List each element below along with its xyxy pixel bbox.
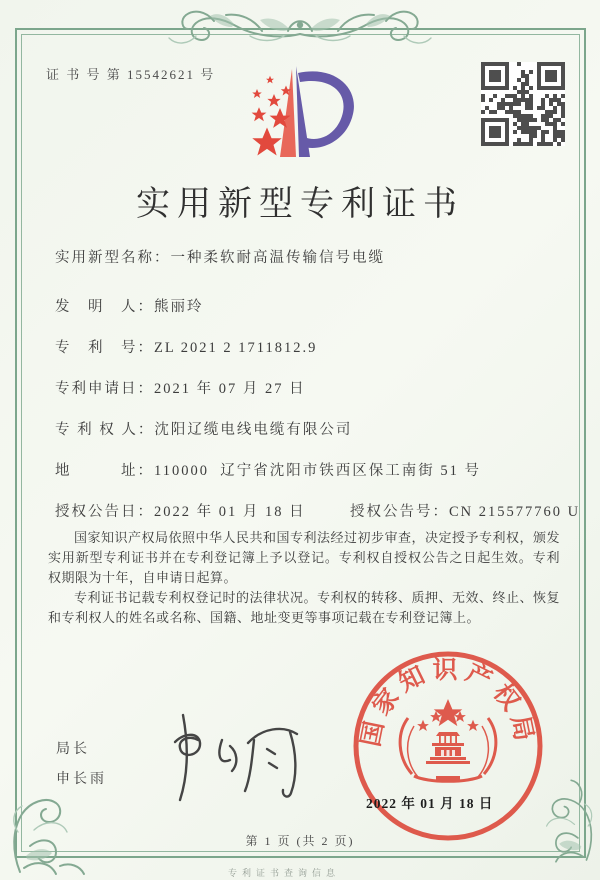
certificate-title: 实用新型专利证书 <box>136 186 464 223</box>
field-row-filing-date <box>55 379 564 399</box>
signer-title: 局长 <box>56 742 90 757</box>
national-emblem <box>400 699 496 781</box>
legal-text <box>48 528 560 628</box>
field-label: 专 利 号： <box>55 340 154 356</box>
field-list <box>55 248 581 522</box>
field-label: 专 利 权 人： <box>55 422 155 438</box>
field-value: 一种柔软耐高温传输信号电缆 <box>170 250 385 266</box>
certificate-number: 证 书 号 第 15542621 号 <box>46 67 216 82</box>
field-row-inventor <box>55 297 564 317</box>
field-label: 实用新型名称： <box>55 250 171 266</box>
signer-block <box>56 735 107 795</box>
official-seal <box>348 646 548 846</box>
legal-paragraph-2: 专利证书记载专利权登记时的法律状况。专利权的转移、质押、无效、终止、恢复和专利权人的姓名或名称、国籍、地址变更等事项记载在专利登记簿上。 <box>48 590 561 625</box>
field-row-name <box>55 248 564 268</box>
field-value: 熊丽玲 <box>154 299 204 315</box>
cnipa-logo <box>228 56 374 170</box>
field-label: 专利申请日： <box>55 381 154 397</box>
field-label: 发 明 人： <box>55 299 154 315</box>
qr-code <box>481 62 565 146</box>
director-signature <box>150 702 335 814</box>
field-row-patentee <box>55 420 564 440</box>
field-value: 110000 辽宁省沈阳市铁西区保工南街 51 号 <box>154 463 481 479</box>
page-number: 第 1 页 (共 2 页) <box>245 834 355 848</box>
field-value: 2022 年 01 月 18 日 <box>154 504 306 520</box>
field-label: 授权公告日： <box>55 504 154 520</box>
field-row-patent-number <box>55 338 564 358</box>
field-value: CN 215577760 U <box>449 504 581 520</box>
grant-date <box>55 502 350 522</box>
field-label: 授权公告号： <box>350 504 449 520</box>
seal-text: 国家知识产权局 <box>357 657 539 749</box>
grant-row <box>55 502 581 522</box>
seal-date: 2022 年 01 月 18 日 <box>366 796 494 811</box>
logo-tower-left <box>280 69 296 157</box>
field-value: 沈阳辽缆电线电缆有限公司 <box>154 422 353 438</box>
field-value: 2021 年 07 月 27 日 <box>154 381 306 397</box>
bottom-partial-text: 专利证书查询信息 <box>228 868 341 878</box>
legal-paragraph-1: 国家知识产权局依照中华人民共和国专利法经过初步审查，决定授予专利权，颁发实用新型专利证书并在专利登记簿上予以登记。专利权自授权公告之日起生效。专利权期限为十年，自申请日起算。 <box>48 530 561 585</box>
field-label: 地 址： <box>55 463 154 479</box>
grant-number <box>350 502 580 522</box>
field-value: ZL 2021 2 1711812.9 <box>154 340 318 356</box>
field-row-address <box>55 461 564 481</box>
top-floral-ornament <box>150 0 450 54</box>
signer-name: 申长雨 <box>56 772 107 787</box>
